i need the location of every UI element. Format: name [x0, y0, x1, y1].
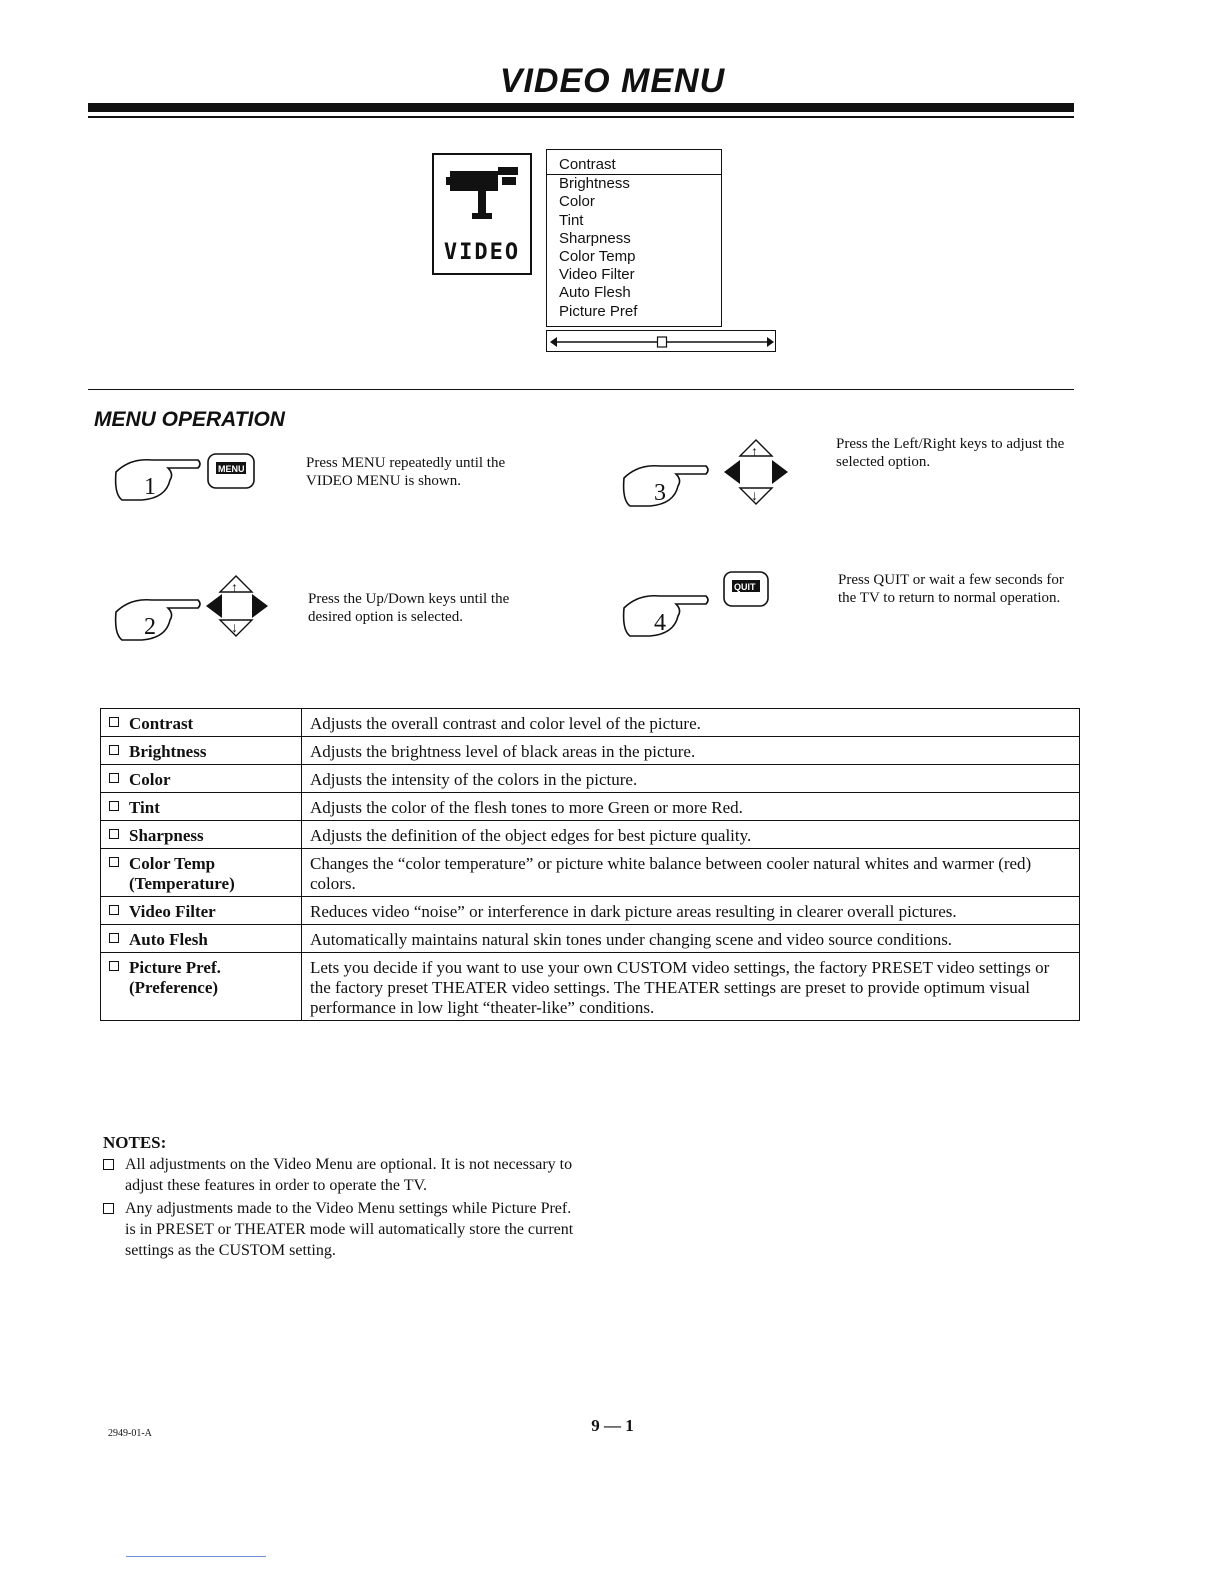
checkbox-bullet-icon	[103, 1203, 114, 1214]
header-rule	[88, 103, 1074, 112]
checkbox-bullet-icon	[109, 745, 119, 755]
svg-text:3: 3	[654, 480, 666, 506]
checkbox-bullet-icon	[109, 801, 119, 811]
notes-heading: NOTES:	[103, 1133, 167, 1152]
option-description: Adjusts the definition of the object edges for best picture quality.	[302, 821, 1080, 849]
options-table	[100, 708, 1080, 1021]
section-divider	[88, 389, 1074, 390]
option-description: Changes the “color temperature” or picture white balance between cooler natural whites and warmer (red) colors.	[302, 849, 1080, 897]
svg-text:4: 4	[654, 610, 666, 636]
table-row	[101, 821, 1080, 849]
option-term: Color Temp	[129, 854, 216, 873]
table-row	[101, 709, 1080, 737]
menu-item: Color	[559, 193, 595, 211]
table-row	[101, 849, 1080, 897]
option-description: Adjusts the brightness level of black areas in the picture.	[302, 737, 1080, 765]
menu-item: Brightness	[559, 175, 630, 193]
adjust-slider	[546, 330, 776, 352]
svg-text:↓: ↓	[231, 621, 238, 636]
checkbox-bullet-icon	[109, 905, 119, 915]
camcorder-icon	[444, 165, 524, 227]
option-name	[101, 709, 302, 737]
menu-item: Contrast	[547, 156, 721, 175]
option-name	[101, 793, 302, 821]
option-description: Reduces video “noise” or interference in dark picture areas resulting in clearer overall pictures.	[302, 897, 1080, 925]
option-description: Adjusts the color of the flesh tones to more Green or more Red.	[302, 793, 1080, 821]
checkbox-bullet-icon	[109, 717, 119, 727]
checkbox-bullet-icon	[109, 933, 119, 943]
option-name	[101, 925, 302, 953]
option-term: Sharpness	[129, 826, 204, 845]
option-description: Lets you decide if you want to use your own CUSTOM video settings, the factory PRESET video settings or the factory preset THEATER video settings. The THEATER settings are preset to provide optimum visual performance in low light “theater-like” conditions.	[302, 953, 1080, 1021]
menu-item: Sharpness	[559, 229, 631, 247]
table-row	[101, 737, 1080, 765]
menu-item: Auto Flesh	[559, 284, 631, 302]
svg-text:↑: ↑	[751, 445, 758, 460]
option-description: Adjusts the intensity of the colors in the picture.	[302, 765, 1080, 793]
video-label: VIDEO	[443, 240, 521, 265]
video-menu-icon-box	[432, 153, 532, 275]
footer-line	[126, 1556, 266, 1557]
table-row	[101, 765, 1080, 793]
checkbox-bullet-icon	[103, 1159, 114, 1170]
option-term: Tint	[129, 798, 160, 817]
option-name	[101, 897, 302, 925]
pointing-hand-quit-icon	[620, 568, 780, 648]
option-description: Automatically maintains natural skin tones under changing scene and video source conditions.	[302, 925, 1080, 953]
step-4-text: Press QUIT or wait a few seconds for the TV to return to normal operation.	[838, 572, 1064, 606]
page-number: 9 — 1	[591, 1416, 634, 1435]
svg-text:MENU: MENU	[218, 464, 245, 474]
note-item: All adjustments on the Video Menu are optional. It is not necessary to adjust these features in order to operate the TV.	[103, 1154, 583, 1196]
option-term: Video Filter	[129, 902, 216, 921]
menu-list	[547, 150, 721, 321]
option-term-sub: (Temperature)	[129, 874, 235, 893]
pointing-hand-updown-icon	[112, 572, 282, 652]
option-term-sub: (Preference)	[129, 978, 219, 997]
option-term: Contrast	[129, 714, 194, 733]
option-term: Picture Pref.	[129, 958, 221, 977]
table-row	[101, 897, 1080, 925]
checkbox-bullet-icon	[109, 857, 119, 867]
option-name	[101, 953, 302, 1021]
table-row	[101, 793, 1080, 821]
slider-knob	[658, 337, 667, 347]
section-title: MENU OPERATION	[94, 408, 285, 431]
header-rule-thin	[88, 116, 1074, 118]
menu-item: Picture Pref	[559, 302, 638, 320]
menu-item: Tint	[559, 211, 584, 229]
svg-text:2: 2	[144, 614, 156, 640]
checkbox-bullet-icon	[109, 829, 119, 839]
option-term: Brightness	[129, 742, 207, 761]
document-number: 2949-01-A	[108, 1428, 152, 1439]
step-1-text: Press MENU repeatedly until the VIDEO MENU is shown.	[306, 455, 506, 489]
table-row	[101, 925, 1080, 953]
option-name	[101, 765, 302, 793]
step-2-text: Press the Up/Down keys until the desired option is selected.	[308, 591, 510, 625]
page-title: VIDEO MENU	[499, 62, 726, 100]
option-term: Color	[129, 770, 171, 789]
pointing-hand-leftright-icon	[620, 438, 800, 518]
menu-item: Video Filter	[559, 266, 635, 284]
note-item: Any adjustments made to the Video Menu settings while Picture Pref. is in PRESET or THEATER mode will automatically store the current settings as the CUSTOM setting.	[103, 1198, 583, 1261]
onscreen-menu	[546, 149, 722, 327]
option-name	[101, 821, 302, 849]
step-3-text: Press the Left/Right keys to adjust the selected option.	[836, 436, 1065, 470]
option-name	[101, 737, 302, 765]
option-name	[101, 849, 302, 897]
checkbox-bullet-icon	[109, 961, 119, 971]
option-description: Adjusts the overall contrast and color level of the picture.	[302, 709, 1080, 737]
svg-text:QUIT: QUIT	[734, 582, 756, 592]
checkbox-bullet-icon	[109, 773, 119, 783]
option-term: Auto Flesh	[129, 930, 208, 949]
step-number-1: 1	[144, 474, 156, 500]
svg-text:↓: ↓	[751, 489, 758, 504]
table-row	[101, 953, 1080, 1021]
pointing-hand-icon	[112, 450, 262, 508]
menu-item: Color Temp	[559, 248, 636, 266]
svg-text:↑: ↑	[231, 581, 238, 596]
